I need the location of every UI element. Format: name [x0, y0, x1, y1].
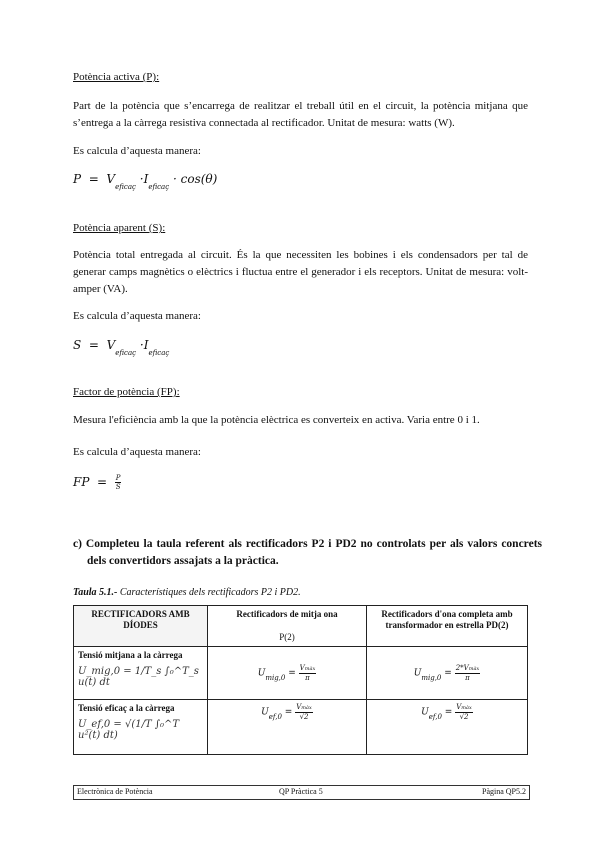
header-col-pd2: Rectificadors d'ona completa amb transformador en estrella PD(2)	[367, 606, 528, 647]
footer-right: Pàgina QP5.2	[482, 787, 526, 796]
footer-left: Electrònica de Potència	[77, 787, 153, 796]
active-power-description: Part de la potència que s’encarrega de realitzar el treball útil en el circuit, la potència mitjana que s’entrega a la càrrega resistiva connectada al rectificador. Unitat de mesura: watts (W).	[73, 100, 528, 129]
power-factor-formula: FP = $\frac{P}{S}$	[73, 474, 121, 491]
apparent-power-formula: $S = V_{eficaç} \cdot I_{eficaç}$	[73, 338, 170, 357]
power-factor-calc-label: Es calcula d’aquesta manera:	[73, 446, 201, 458]
heading-power-factor: Factor de potència (FP):	[73, 386, 180, 398]
table-row	[74, 700, 528, 755]
table-caption: Taula 5.1.- Característiques dels rectificadors P2 i PD2.	[73, 587, 301, 598]
heading-active-power: Potència activa (P):	[73, 71, 160, 83]
footer-center: QP Pràctica 5	[279, 787, 323, 796]
p2-mean-voltage: $U_{mig,0}$ = $\frac{\text{Vmàx}}{\pi}$	[208, 647, 367, 700]
pd2-rms-voltage: $U_{ef,0}$ = $\frac{\text{Vmàx}}{√2}$	[367, 700, 528, 755]
pd2-mean-voltage: $U_{mig,0}$ = $\frac{\text{2*Vmàx}}{\pi}$	[367, 647, 528, 700]
rms-voltage-definition: U_ef,0 = √(1/T ∫₀^T u²(t) dt)	[78, 719, 180, 741]
header-col-p2: Rectificadors de mitja ona P(2)	[208, 606, 367, 647]
active-power-calc-label: Es calcula d’aquesta manera:	[73, 145, 201, 157]
p2-rms-voltage: $U_{ef,0}$ = $\frac{\text{Vmàx}}{√2}$	[208, 700, 367, 755]
rectifiers-table	[73, 605, 528, 755]
power-factor-description: Mesura l'eficiència amb la que la potència elèctrica es converteix en activa. Varia entre 0 i 1.	[73, 414, 480, 426]
header-col-diodes: RECTIFICADORS AMB DÍODES	[74, 606, 208, 647]
apparent-power-calc-label: Es calcula d’aquesta manera:	[73, 310, 201, 322]
table-row	[74, 647, 528, 700]
question-c: c) Completeu la taula referent als rectificadors P2 i PD2 no controlats per als valors concrets dels convertidors assajats a la pràctica.	[73, 538, 542, 567]
apparent-power-description: Potència total entregada al circuit. És la que necessiten les bobines i els condensadors per tal de generar camps magnètics o elèctrics i fluctua entre el generador i els receptors. Unitat de mesura: volt-amper (VA).	[73, 249, 528, 295]
page-footer	[73, 785, 530, 800]
heading-apparent-power: Potència aparent (S):	[73, 222, 166, 234]
row-label-rms-voltage: Tensió eficaç a la càrrega U_ef,0 = √(1/T ∫₀^T u²(t) dt)	[74, 700, 208, 755]
mean-voltage-definition: U_mig,0 = 1/T_s ∫₀^T_s u(t) dt	[78, 666, 199, 688]
table-header-row	[74, 606, 528, 647]
active-power-formula: $P = V_{eficaç} \cdot I_{eficaç} \cdot \cos(\theta)$	[73, 172, 218, 191]
row-label-mean-voltage: Tensió mitjana a la càrrega U_mig,0 = 1/T_s ∫₀^T_s u(t) dt	[74, 647, 208, 700]
